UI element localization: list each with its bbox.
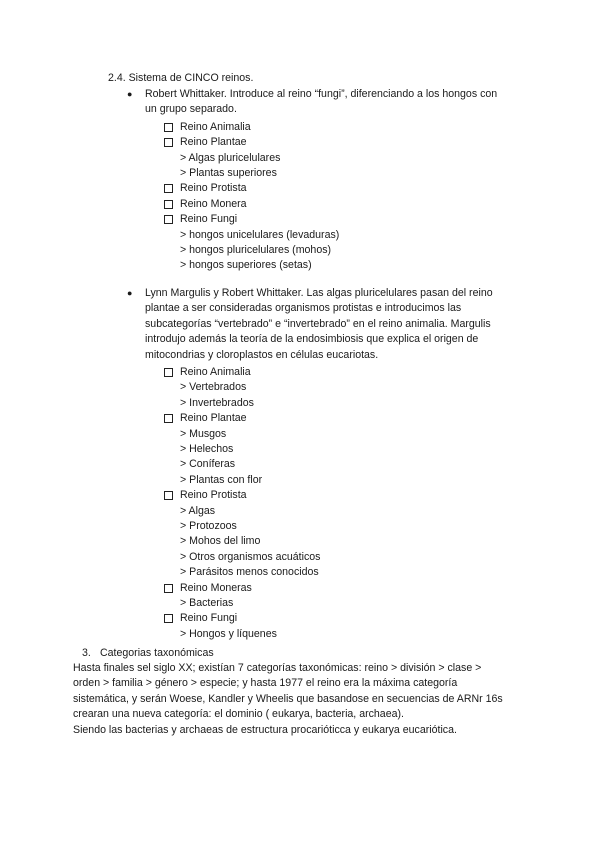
checkbox-icon[interactable] <box>164 491 173 500</box>
kingdom-label: Reino Plantae <box>180 412 247 425</box>
kingdom-label: Reino Animalia <box>180 366 251 378</box>
checkbox-icon[interactable] <box>164 584 173 593</box>
kingdom-label: Reino Moneras <box>180 581 252 594</box>
sub-item: > Musgos <box>180 427 227 440</box>
bullet-text-line: Lynn Margulis y Robert Whittaker. Las algas pluricelulares pasan del reino <box>145 287 493 299</box>
kingdom-label: Reino Monera <box>180 197 247 210</box>
sub-item: > hongos pluricelulares (mohos) <box>180 244 332 256</box>
sub-item: > hongos superiores (setas) <box>180 259 312 272</box>
sub-item: > Mohos del limo <box>180 535 261 548</box>
sub-item: > Invertebrados <box>180 396 254 409</box>
checkbox-icon[interactable] <box>164 215 173 224</box>
sub-item: > Parásitos menos conocidos <box>180 566 319 579</box>
sub-item: > Plantas con flor <box>180 473 263 486</box>
section-2-4-heading: 2.4. Sistema de CINCO reinos. <box>108 72 254 84</box>
sub-item: > Bacterias <box>180 597 234 609</box>
checkbox-icon[interactable] <box>164 414 173 423</box>
sub-item: > Plantas superiores <box>180 167 277 179</box>
bullet-text-line: un grupo separado. <box>145 103 237 116</box>
sub-item: > Otros organismos acuáticos <box>180 550 321 563</box>
kingdom-label: Reino Fungi <box>180 213 238 226</box>
checkbox-icon[interactable] <box>164 123 173 132</box>
checkbox-icon[interactable] <box>164 368 173 377</box>
section-3-paragraph-line: crearan una nueva categoría: el dominio ( eukarya, bacteria, archaea). <box>73 708 404 721</box>
sub-item: > hongos unicelulares (levaduras) <box>180 228 340 241</box>
section-3-paragraph-line: sistemática, y serán Woese, Kandler y Wheelis que basandose en secuencias de ARNr 16s <box>73 692 503 705</box>
section-3-paragraph-line: orden > familia > género > especie; y hasta 1977 el reino era la máxima categoría <box>73 677 458 690</box>
kingdom-label: Reino Plantae <box>180 136 247 149</box>
kingdom-label: Reino Protista <box>180 182 247 195</box>
sub-item: > Helechos <box>180 443 234 455</box>
bullet-text-line: mitocondrias y cloroplastos en células eucariotas. <box>145 348 379 361</box>
section-3-heading: Categorias taxonómicas <box>100 647 214 659</box>
sub-item: > Hongos y líquenes <box>180 627 277 640</box>
checkbox-icon[interactable] <box>164 200 173 209</box>
bullet-text-line: plantae a ser consideradas organismos protistas e introducimos las <box>145 302 462 315</box>
kingdom-label: Reino Protista <box>180 489 247 502</box>
section-3-paragraph-line: Hasta finales sel siglo XX; existían 7 categorías taxonómicas: reino > división > clase > <box>73 662 482 674</box>
bullet-text-line: introdujo además la teoría de la endosimbiosis que explica el origen de <box>145 333 479 346</box>
kingdom-label: Reino Animalia <box>180 120 251 133</box>
checkbox-icon[interactable] <box>164 614 173 623</box>
bullet-dot: ● <box>127 89 133 99</box>
sub-item: > Algas <box>180 504 216 517</box>
section-3-paragraph-line: Siendo las bacterias y archaeas de estructura procarióticca y eukarya eucariótica. <box>73 723 457 736</box>
bullet-dot: ● <box>127 288 133 298</box>
sub-item: > Algas pluricelulares <box>180 151 281 164</box>
bullet-text-line: Robert Whittaker. Introduce al reino “fungi”, diferenciando a los hongos con <box>145 88 498 100</box>
sub-item: > Vertebrados <box>180 381 247 394</box>
section-3-number: 3. <box>82 647 91 659</box>
checkbox-icon[interactable] <box>164 138 173 147</box>
sub-item: > Protozoos <box>180 520 237 532</box>
checkbox-icon[interactable] <box>164 184 173 193</box>
sub-item: > Coníferas <box>180 458 236 471</box>
kingdom-label: Reino Fungi <box>180 612 238 625</box>
bullet-text-line: subcategorías “vertebrado” e “invertebrado” en el reino animalia. Margulis <box>145 317 491 330</box>
